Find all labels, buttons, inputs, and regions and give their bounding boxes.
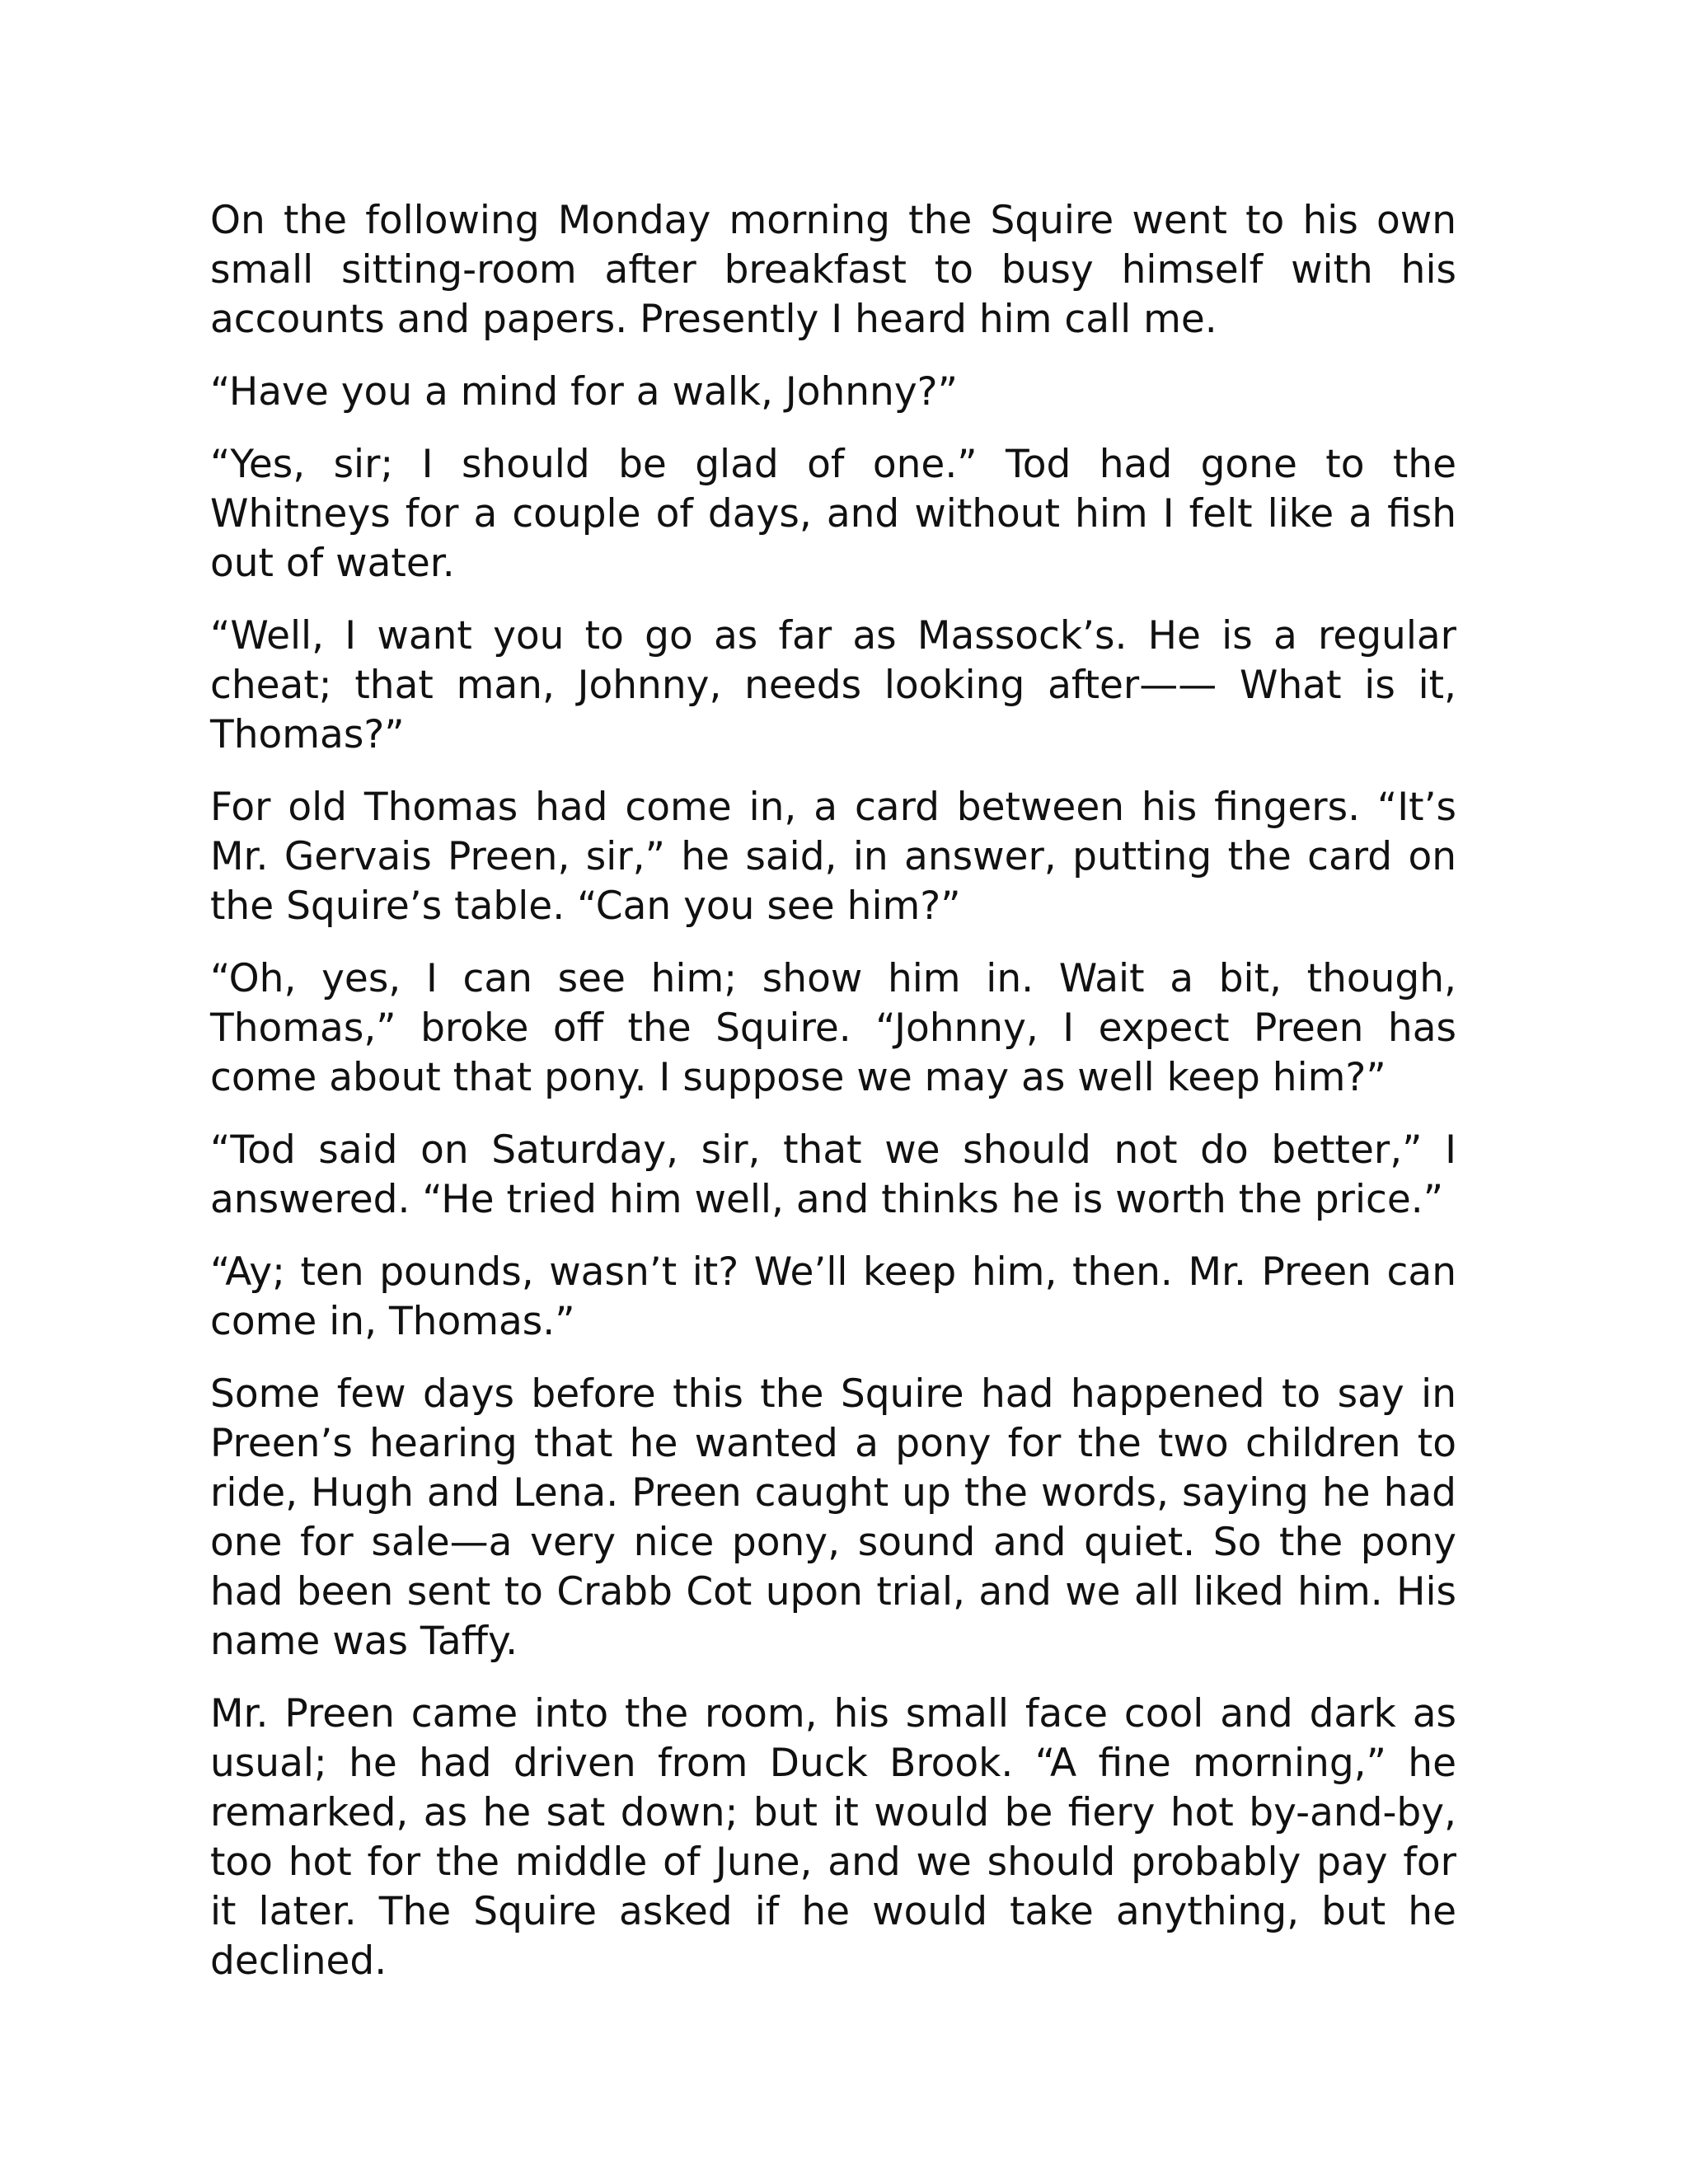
paragraph-1: On the following Monday morning the Squire went to his own small sitting-room after breakfast to busy himself with his accounts and papers. Presently I heard him call me. bbox=[210, 198, 1456, 342]
paragraph-4: “Well, I want you to go as far as Massock’s. He is a regular cheat; that man, Johnny, needs looking after—— What is it, Thomas?” bbox=[210, 613, 1456, 757]
paragraph-7: “Tod said on Saturday, sir, that we should not do better,” I answered. “He tried him well, and thinks he is worth the price.” bbox=[210, 1127, 1456, 1222]
paragraph-8: “Ay; ten pounds, wasn’t it? We’ll keep him, then. Mr. Preen can come in, Thomas.” bbox=[210, 1249, 1456, 1344]
paragraph-6: “Oh, yes, I can see him; show him in. Wait a bit, though, Thomas,” broke off the Squire. “Johnny, I expect Preen has come about that pony. I suppose we may as well keep him?” bbox=[210, 956, 1456, 1100]
document-page bbox=[210, 196, 1456, 1986]
paragraph-3: “Yes, sir; I should be glad of one.” Tod had gone to the Whitneys for a couple of days, and without him I felt like a fish out of water. bbox=[210, 442, 1456, 586]
paragraph-9: Some few days before this the Squire had happened to say in Preen’s hearing that he wanted a pony for the two children to ride, Hugh and Lena. Preen caught up the words, saying he had one for sale—a very nice pony, sound and quiet. So the pony had been sent to Crabb Cot upon trial, and we all liked him. His name was Taffy. bbox=[210, 1371, 1456, 1664]
paragraph-2: “Have you a mind for a walk, Johnny?” bbox=[210, 369, 958, 415]
paragraph-10: Mr. Preen came into the room, his small face cool and dark as usual; he had driven from Duck Brook. “A fine morning,” he remarked, as he sat down; but it would be fiery hot by-and-by, too hot for the middle of June, and we should probably pay for it later. The Squire asked if he would take anything, but he declined. bbox=[210, 1691, 1456, 1984]
paragraph-5: For old Thomas had come in, a card between his fingers. “It’s Mr. Gervais Preen, sir,” he said, in answer, putting the card on the Squire’s table. “Can you see him?” bbox=[210, 785, 1456, 929]
